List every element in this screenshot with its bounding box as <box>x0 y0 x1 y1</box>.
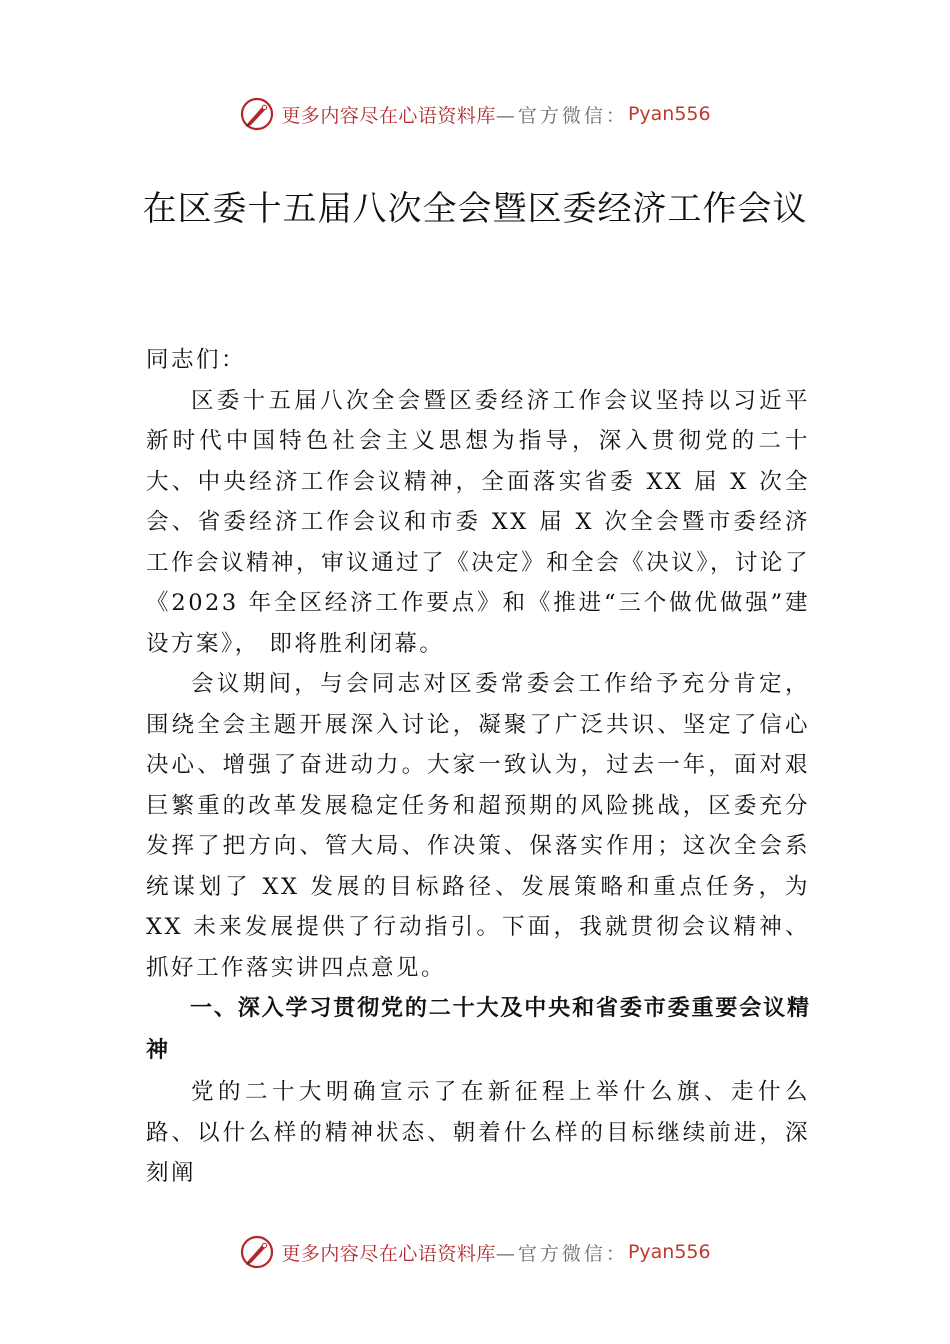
document-title: 在区委十五届八次全会暨区委经济工作会议 <box>142 189 808 229</box>
pen-logo-icon <box>239 96 275 132</box>
document-body <box>146 340 810 1194</box>
salutation: 同志们： <box>146 347 247 373</box>
watermark-wechat-id: Pyan556 <box>627 1241 711 1263</box>
header-watermark-banner <box>0 94 950 134</box>
watermark-wechat-id: Pyan556 <box>627 103 711 125</box>
pen-logo-icon <box>239 1234 275 1270</box>
paragraph: 区委十五届八次全会暨区委经济工作会议坚持以习近平新时代中国特色社会主义思想为指导，深入贯彻党的二十大、中央经济工作会议精神，全面落实省委 XX 届 X 次全会、省委经济工作会议和市委 XX 届 X 次全会暨市委经济工作会议精神，审议通过了《决定》和全会《决议》，讨论了《2023 年全区经济工作要点》和《推进“三个做优做强”建设方案》， 即将胜利闭幕。 <box>146 387 810 657</box>
footer-watermark-banner <box>0 1232 950 1272</box>
watermark-separator: —官方微信： <box>495 104 628 127</box>
watermark-separator: —官方微信： <box>495 1242 628 1265</box>
watermark-text: 更多内容尽在心语资料库 <box>281 104 496 127</box>
paragraph: 会议期间，与会同志对区委常委会工作给予充分肯定，围绕全会主题开展深入讨论，凝聚了广泛共识、坚定了信心决心、增强了奋进动力。大家一致认为，过去一年，面对艰巨繁重的改革发展稳定任务和超预期的风险挑战，区委充分发挥了把方向、管大局、作决策、保落实作用；这次全会系统谋划了 XX 发展的目标路径、发展策略和重点任务，为 XX 未来发展提供了行动指引。下面，我就贯彻会议精神、抓好工作落实讲四点意见。 <box>146 671 810 981</box>
watermark-text: 更多内容尽在心语资料库 <box>281 1242 496 1265</box>
section-heading: 一、深入学习贯彻党的二十大及中央和省委市委重要会议精神 <box>146 996 810 1063</box>
paragraph: 党的二十大明确宣示了在新征程上举什么旗、走什么路、以什么样的精神状态、朝着什么样的目标继续前进，深刻阐 <box>146 1079 810 1186</box>
